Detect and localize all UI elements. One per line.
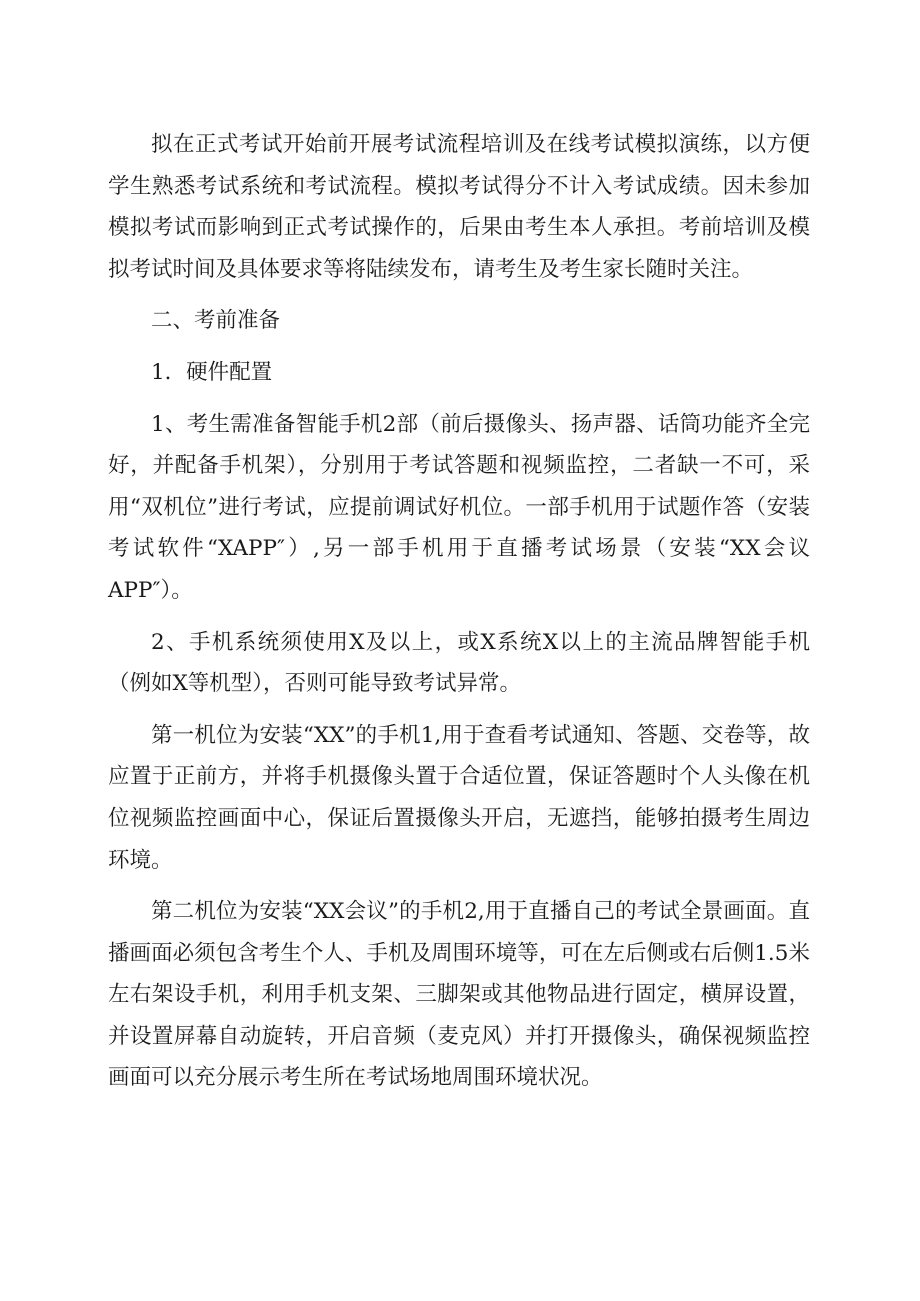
- paragraph-phones-requirement: 1、考生需准备智能手机2部（前后摄像头、扬声器、话筒功能齐全完好，并配备手机架），分别用于考试答题和视频监控，二者缺一不可，采用“双机位”进行考试，应提前调试好机位。一部手机用于试题作答（安装考试软件“XAPP″）,另一部手机用于直播考试场景（安装“XX会议APP″）。: [108, 411, 810, 603]
- paragraph-first-camera: 第一机位为安装“XX”的手机1,用于查看考试通知、答题、交卷等，故应置于正前方，并将手机摄像头置于合适位置，保证答题时个人头像在机位视频监控画面中心，保证后置摄像头开启，无遮挡，能够拍摄考生周边环境。: [108, 722, 810, 873]
- paragraph-intro: 拟在正式考试开始前开展考试流程培训及在线考试模拟演练，以方便学生熟悉考试系统和考试流程。模拟考试得分不计入考试成绩。因未参加模拟考试而影响到正式考试操作的，后果由考生本人承担。考前培训及模拟考试时间及具体要求等将陆续发布，请考生及考生家长随时关注。: [108, 132, 810, 282]
- subsection-heading-hardware: 1．硬件配置: [151, 359, 273, 385]
- document-body: [108, 124, 810, 1109]
- paragraph-phone-system: 2、手机系统须使用X及以上，或X系统X以上的主流品牌智能手机（例如X等机型），否则可能导致考试异常。: [108, 629, 810, 697]
- paragraph-second-camera: 第二机位为安装“XX会议”的手机2,用于直播自己的考试全景画面。直播画面必须包含考生个人、手机及周围环境等，可在左后侧或右后侧1.5米左右架设手机，利用手机支架、三脚架或其他物品进行固定，横屏设置，并设置屏幕自动旋转，开启音频（麦克风）并打开摄像头，确保视频监控画面可以充分展示考生所在考试场地周围环境状况。: [108, 899, 810, 1091]
- section-heading-preparation: 二、考前准备: [151, 308, 281, 334]
